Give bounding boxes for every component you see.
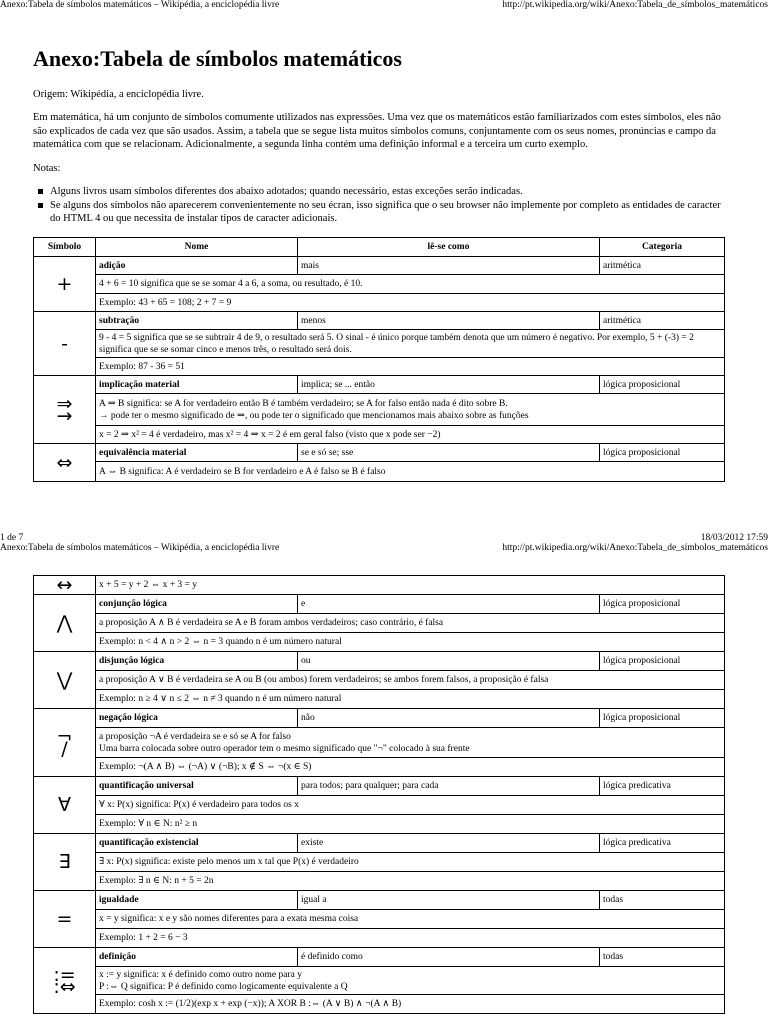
definition-cell: A ⇔ B significa: A é verdadeiro se B for verdadeiro e A é falso se B é falso xyxy=(96,462,725,482)
example-cell: Exemplo: 87 - 36 = 51 xyxy=(96,358,725,376)
symbol-row xyxy=(34,834,725,853)
definition-cell: 4 + 6 = 10 significa que se se somar 4 a 6, a soma, ou resultado, é 10. xyxy=(96,275,725,294)
symbol-cell: ↔ xyxy=(34,576,96,595)
definition-row xyxy=(34,671,725,690)
reading-cell: igual a xyxy=(298,891,600,910)
example-row xyxy=(34,294,725,312)
example-cell: Exemplo: ¬(A ∧ B) ⇔ (¬A) ∨ (¬B); x ∉ S ⇔ ¬(x ∈ S) xyxy=(96,758,725,777)
definition-row xyxy=(34,728,725,758)
category-cell: lógica proposicional xyxy=(600,376,725,394)
definition-row xyxy=(34,394,725,426)
print-date: 18/03/2012 17:59 xyxy=(700,533,768,543)
name-cell: implicação material xyxy=(96,376,298,394)
page-title: Anexo:Tabela de símbolos matemáticos xyxy=(33,46,402,71)
reading-cell: não xyxy=(298,709,600,728)
symbol-row xyxy=(34,652,725,671)
example-cell: x = 2 ⇒ x² = 4 é verdadeiro, mas x² = 4 ⇒ x = 2 é em geral falso (visto que x pode ser −2) xyxy=(96,426,725,444)
definition-row xyxy=(34,330,725,358)
reading-cell: se e só se; sse xyxy=(298,444,600,462)
example-cell: Exemplo: cosh x := (1/2)(exp x + exp (−x)); A XOR B :⇔ (A ∨ B) ∧ ¬(A ∧ B) xyxy=(96,995,725,1014)
example-row xyxy=(34,690,725,709)
symbols-table-part-2 xyxy=(33,575,725,1014)
definition-row xyxy=(34,967,725,995)
definition-row xyxy=(34,853,725,872)
definition-row xyxy=(34,462,725,482)
symbol-row xyxy=(34,444,725,462)
definition-cell: a proposição A ∧ B é verdadeira se A e B foram ambos verdadeiros; caso contrário, é falsa xyxy=(96,614,725,633)
example-row xyxy=(34,633,725,652)
symbol-row xyxy=(34,948,725,967)
category-cell: lógica proposicional xyxy=(600,444,725,462)
symbol-row xyxy=(34,312,725,330)
definition-cell: x = y significa: x e y são nomes diferentes para a exata mesma coisa xyxy=(96,910,725,929)
symbol-row xyxy=(34,376,725,394)
symbol-row xyxy=(34,257,725,275)
page2-header-title: Anexo:Tabela de símbolos matemáticos – Wikipédia, a enciclopédia livre xyxy=(0,543,280,553)
name-cell: definição xyxy=(96,948,298,967)
page-header-url: http://pt.wikipedia.org/wiki/Anexo:Tabela_de_símbolos_matemáticos xyxy=(502,0,768,10)
symbol-cell: + xyxy=(34,257,96,312)
header-reading: lê-se como xyxy=(298,238,600,257)
intro-paragraph: Em matemática, há um conjunto de símbolos comumente utilizados nas expressões. Uma vez que os matemáticos estão familiarizados com estes símbolos, eles não são explicados de cada vez que são usados. Assim, a tabela que se segue lista muitos símbolos comuns, conjuntamente com os seus nomes, pronúncias e campo da matemática com que se relacionam. Adicionalmente, a segunda linha contém uma definição informal e a terceira um curto exemplo. xyxy=(33,112,721,150)
symbol-cell: ∀ xyxy=(34,777,96,834)
symbol-cell: = xyxy=(34,891,96,948)
category-cell: aritmética xyxy=(600,312,725,330)
example-row xyxy=(34,995,725,1014)
name-cell: quantificação existencial xyxy=(96,834,298,853)
symbol-row xyxy=(34,595,725,614)
header-symbol: Símbolo xyxy=(34,238,96,257)
symbols-table-part-1 xyxy=(33,237,725,482)
name-cell: igualdade xyxy=(96,891,298,910)
name-cell: negação lógica xyxy=(96,709,298,728)
category-cell: todas xyxy=(600,948,725,967)
symbol-row xyxy=(34,891,725,910)
example-cell: Exemplo: n ≥ 4 ∨ n ≤ 2 ⇔ n ≠ 3 quando n é um número natural xyxy=(96,690,725,709)
definition-row xyxy=(34,614,725,633)
definition-cell: a proposição ¬A é verdadeira se e só se A for falso Uma barra colocada sobre outro operador tem o mesmo significado que "¬" colocado à sua frente xyxy=(96,728,725,758)
note-item: Alguns livros usam símbolos diferentes dos abaixo adotados; quando necessário, estas exceções serão indicadas. xyxy=(33,185,733,198)
origin-line: Origem: Wikipédia, a enciclopédia livre. xyxy=(33,89,204,100)
symbol-cell: ⇒ → xyxy=(34,376,96,444)
symbol-row xyxy=(34,709,725,728)
definition-row xyxy=(34,910,725,929)
note-item: Se alguns dos símbolos não aparecerem convenientemente no seu écran, isso significa que o seu browser não implemente por completo as entidades de caracter do HTML 4 ou que necessita de instalar tipos de caracter adicionais. xyxy=(33,199,733,225)
reading-cell: ou xyxy=(298,652,600,671)
notes-label: Notas: xyxy=(33,163,61,174)
symbol-cell: ⋀ xyxy=(34,595,96,652)
symbol-cell: ∃ xyxy=(34,834,96,891)
notes-list xyxy=(33,185,733,226)
header-name: Nome xyxy=(96,238,298,257)
example-row xyxy=(34,358,725,376)
definition-cell: 9 - 4 = 5 significa que se se subtrair 4 de 9, o resultado será 5. O sinal - é único porque também denota que um número é negativo. Por exemplo, 5 + (-3) = 2 significa que se se somar cinco e menos três, o resultado será dois. xyxy=(96,330,725,358)
example-row xyxy=(34,929,725,948)
header-category: Categoria xyxy=(600,238,725,257)
symbol-cell: - xyxy=(34,312,96,376)
name-cell: adição xyxy=(96,257,298,275)
reading-cell: e xyxy=(298,595,600,614)
example-cell: Exemplo: n < 4 ∧ n > 2 ⇔ n = 3 quando n é um número natural xyxy=(96,633,725,652)
definition-cell: x := y significa: x é definido como outro nome para y P :⇔ Q significa: P é definido como logicamente equivalente a Q xyxy=(96,967,725,995)
category-cell: aritmética xyxy=(600,257,725,275)
example-cell: Exemplo: ∀ n ∈ N: n² ≥ n xyxy=(96,815,725,834)
example-row xyxy=(34,872,725,891)
category-cell: lógica proposicional xyxy=(600,652,725,671)
definition-cell: ∀ x: P(x) significa: P(x) é verdadeiro para todos os x xyxy=(96,796,725,815)
page-number: 1 de 7 xyxy=(0,533,24,543)
name-cell: disjunção lógica xyxy=(96,652,298,671)
name-cell: equivalência material xyxy=(96,444,298,462)
category-cell: lógica proposicional xyxy=(600,709,725,728)
reading-cell: implica; se ... então xyxy=(298,376,600,394)
reading-cell: é definido como xyxy=(298,948,600,967)
symbol-cell: := :⇔ xyxy=(34,948,96,1014)
example-row xyxy=(34,758,725,777)
category-cell: todas xyxy=(600,891,725,910)
name-cell: conjunção lógica xyxy=(96,595,298,614)
symbol-cell: ⇔ xyxy=(34,444,96,482)
example-row xyxy=(34,426,725,444)
symbol-cell: ⋁ xyxy=(34,652,96,709)
category-cell: lógica predicativa xyxy=(600,777,725,796)
definition-cell: ∃ x: P(x) significa: existe pelo menos um x tal que P(x) é verdadeiro xyxy=(96,853,725,872)
name-cell: quantificação universal xyxy=(96,777,298,796)
continuation-row xyxy=(34,576,725,595)
reading-cell: menos xyxy=(298,312,600,330)
example-row xyxy=(34,815,725,834)
definition-row xyxy=(34,275,725,294)
example-cell: x + 5 = y + 2 ⇔ x + 3 = y xyxy=(96,576,725,595)
symbol-row xyxy=(34,777,725,796)
definition-cell: a proposição A ∨ B é verdadeira se A ou B (ou ambos) forem verdadeiros; se ambos forem falsos, a proposição é falsa xyxy=(96,671,725,690)
example-cell: Exemplo: 43 + 65 = 108; 2 + 7 = 9 xyxy=(96,294,725,312)
name-cell: subtração xyxy=(96,312,298,330)
example-cell: Exemplo: ∃ n ∈ N: n + 5 = 2n xyxy=(96,872,725,891)
definition-row xyxy=(34,796,725,815)
page-header-title: Anexo:Tabela de símbolos matemáticos – Wikipédia, a enciclopédia livre xyxy=(0,0,280,10)
category-cell: lógica proposicional xyxy=(600,595,725,614)
reading-cell: existe xyxy=(298,834,600,853)
example-cell: Exemplo: 1 + 2 = 6 − 3 xyxy=(96,929,725,948)
definition-cell: A ⇒ B significa: se A for verdadeiro então B é também verdadeiro; se A for falso então nada é dito sobre B. → pode ter o mesmo significado de ⇒, ou pode ter o significado que mencionamos mais abaixo sobre as funções xyxy=(96,394,725,426)
page2-header-url: http://pt.wikipedia.org/wiki/Anexo:Tabela_de_símbolos_matemáticos xyxy=(502,543,768,553)
symbol-cell: ¬ / xyxy=(34,709,96,777)
reading-cell: para todos; para qualquer; para cada xyxy=(298,777,600,796)
reading-cell: mais xyxy=(298,257,600,275)
category-cell: lógica predicativa xyxy=(600,834,725,853)
